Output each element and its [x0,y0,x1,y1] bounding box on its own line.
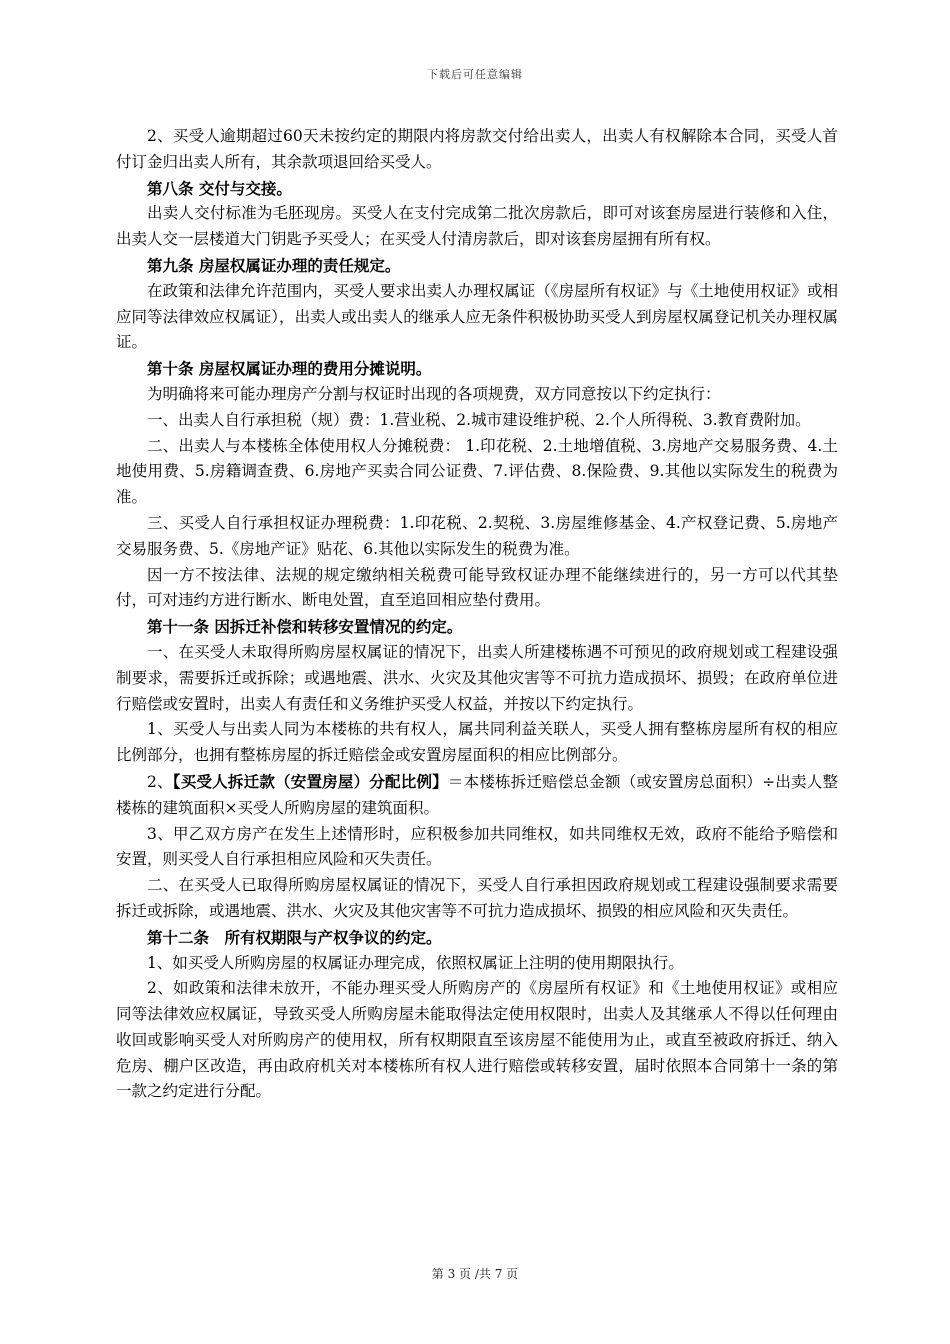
paragraph: 3、甲乙双方房产在发生上述情形时，应积极参加共同维权，如共同维权无效，政府不能给予赔偿和安置，则买受人自行承担相应风险和灭失责任。 [116,824,838,869]
paragraph: 因一方不按法律、法规的规定缴纳相关税费可能导致权证办理不能继续进行的，另一方可以代其垫付，可对违约方进行断水、断电处置，直至追回相应垫付费用。 [116,565,838,610]
paragraph: 1、买受人与出卖人同为本楼栋的共有权人，属共同利益关联人，买受人拥有整栋房屋所有权的相应比例部分，也拥有整栋房屋的拆迁赔偿金或安置房屋面积的相应比例部分。 [116,720,838,765]
paragraph: 2、如政策和法律未放开，不能办理买受人所购房产的《房屋所有权证》和《土地使用权证》或相应同等法律效应权属证，导致买受人所购房屋未能取得法定使用权限时，出卖人及其继承人不得以任何理由收回或影响买受人对所购房产的使用权，所有权期限直至该房屋不能使用为止，或直至被政府拆迁、纳入危房、棚户区改造，再由政府机关对本楼栋所有权人进行赔偿或转移安置，届时依照本合同第十一条的第一款之约定进行分配。 [116,979,838,1101]
paragraph: 1、如买受人所购房屋的权属证办理完成，依照权属证上注明的使用期限执行。 [147,953,684,972]
article-heading: 第八条 交付与交接。 [147,178,292,198]
article-heading: 第十二条 所有权期限与产权争议的约定。 [147,927,442,947]
article-heading: 第九条 房屋权属证办理的责任规定。 [147,255,401,275]
page-header: 下载后可任意编辑 [427,68,523,81]
clause-emphasis: 【买受人拆迁款（安置房屋）分配比例】 [172,771,448,791]
paragraph: 三、买受人自行承担权证办理税费：1.印花税、2.契税、3.房屋维修基金、4.产权登记费、5.房地产交易服务费、5.《房地产证》贴花、6.其他以实际发生的税费为准。 [116,513,838,558]
paragraph: 二、在买受人已取得所购房屋权属证的情况下，买受人自行承担因政府规划或工程建设强制要求需要拆迁或拆除，或遇地震、洪水、火灾及其他灾害等不可抗力造成损坏、损毁的相应风险和灭失责任。 [116,876,838,920]
document-body [116,124,838,1105]
article-heading: 第十一条 因拆迁补偿和转移安置情况的约定。 [147,617,463,637]
paragraph: 为明确将来可能办理房产分割与权证时出现的各项规费，双方同意按以下约定执行： [147,384,721,403]
paragraph: 二、出卖人与本楼栋全体使用权人分摊税费： 1.印花税、2.土地增值税、3.房地产交易服务费、4.土地使用费、5.房籍调查费、6.房地产买卖合同公证费、7.评估费、8.保险费、9.其他以实际发生的税费为准。 [116,436,838,507]
paragraph: 在政策和法律允许范围内，买受人要求出卖人办理权属证（《房屋所有权证》与《土地使用权证》或相应同等法律效应权属证），出卖人或出卖人的继承人应无条件积极协助买受人到房屋权属登记机关办理权属证。 [116,281,838,352]
paragraph: 一、在买受人未取得所购房屋权属证的情况下，出卖人所建楼栋遇不可预见的政府规划或工程建设强制要求，需要拆迁或拆除；或遇地震、洪水、火灾及其他灾害等不可抗力造成损坏、损毁；在政府单位进行赔偿或安置时，出卖人有责任和义务维护买受人权益，并按以下约定执行。 [116,642,838,713]
clause-prefix: 2、 [147,772,173,791]
paragraph: 一、出卖人自行承担税（规）费：1.营业税、2.城市建设维护税、2.个人所得税、3.教育费附加。 [147,410,811,429]
clause-text: ＝本楼栋拆迁赔偿总金额（或安置房总面积）÷出卖人整楼栋的建筑面积×买受人所购房屋的建筑面积。 [116,772,838,817]
paragraph [116,769,838,822]
paragraph: 出卖人交付标准为毛胚现房。买受人在支付完成第二批次房款后，即可对该套房屋进行装修和入住，出卖人交一层楼道大门钥匙予买受人；在买受人付清房款后，即对该套房屋拥有所有权。 [116,204,838,249]
paragraph: 2、买受人逾期超过60天未按约定的期限内将房款交付给出卖人，出卖人有权解除本合同，买受人首付订金归出卖人所有，其余款项退回给买受人。 [116,127,838,171]
article-heading: 第十条 房屋权属证办理的费用分摊说明。 [147,359,432,379]
page-footer: 第 3 页 /共 7 页 [431,1267,519,1281]
